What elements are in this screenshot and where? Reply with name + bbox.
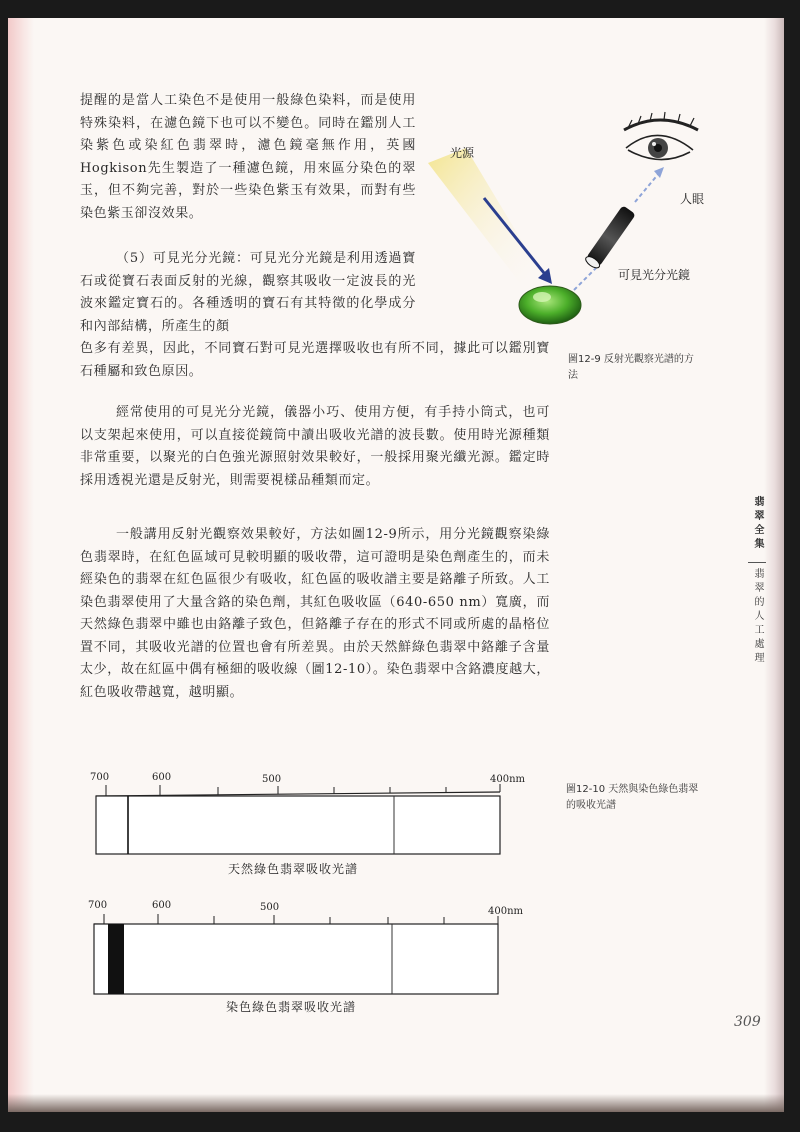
spectroscope-tube (584, 205, 636, 270)
paragraph-dye-filter: 提醒的是當人工染色不是使用一般綠色染料，而是使用特殊染料，在濾色鏡下也可以不變色。同時在鑑別人工染紫色或染紅色翡翠時，濾色鏡毫無作用，英國Hogkison先生製造了一種濾色鏡，用來區分染色的翠玉，但不夠完善，對於一些染色紫玉有效果，而對有些染色紫玉卻沒效果。 (80, 93, 416, 221)
caption-figure-12-9: 圖12-9 反射光觀察光譜的方法 (568, 354, 694, 381)
spectrum-dyed-frame (88, 900, 528, 996)
light-beam (428, 148, 538, 283)
side-tab-chapter: 翡翠的人工處理 (752, 568, 763, 666)
tick-label-700-dyed: 700 (88, 900, 108, 911)
dyed-absorption-band (108, 924, 124, 994)
label-spectroscope: 可見光分光鏡 (618, 268, 691, 282)
side-tab (748, 496, 768, 676)
tick-label-700: 700 (90, 772, 110, 783)
tick-label-400nm-dyed: 400nm (488, 906, 524, 917)
page-number: 309 (734, 1014, 761, 1030)
page-bottom-shadow (8, 1094, 784, 1112)
title-dyed-spectrum: 染色綠色翡翠吸收光譜 (226, 1000, 357, 1014)
tick-label-500: 500 (262, 774, 282, 785)
tick-label-500-dyed: 500 (260, 902, 280, 913)
paragraph-spectroscope-intro: （5）可見光分光鏡：可見光分光鏡是利用透過寶石或從寶石表面反射的光線，觀察其吸收一定波長的光波來鑑定寶石的。各種透明的寶石有其特徵的化學成分和內部結構，所產生的顏 (80, 251, 416, 334)
book-page (8, 18, 784, 1112)
paragraph-reflected-light: 一般講用反射光觀察效果較好，方法如圖12-9所示，用分光鏡觀察染綠色翡翠時，在紅色區域可見較明顯的吸收帶，這可證明是染色劑產生的，而未經染色的翡翠在紅色區很少有吸收，紅色區的吸收譜主要是鉻離子所致。人工染色翡翠使用了大量含鉻的染色劑，其紅色吸收區（640-650 nm）寬廣，而天然綠色翡翠中雖也由鉻離子致色，但鉻離子存在的形式不同或所處的晶格位置不同，其吸收光譜的位置也會有所差異。由於天然鮮綠色翡翠中鉻離子含量太少，故在紅區中偶有極細的吸收線（圖12-10）。染色翡翠中含鉻濃度越大，紅色吸收帶越寬，越明顯。 (80, 527, 550, 700)
tick-label-600: 600 (152, 772, 172, 783)
figure-12-9 (428, 108, 728, 358)
eye-arrow (635, 172, 660, 202)
tick-label-400nm: 400nm (490, 774, 526, 785)
paragraph-spectroscope-usage: 經常使用的可見光分光鏡，儀器小巧、使用方便，有手持小筒式，也可以支架起來使用，可以直接從鏡筒中讀出吸收光譜的波長數。使用時光源種類非常重要，以聚光的白色強光源照射效果較好，一般採用聚光纖光源。鑑定時採用透視光還是反射光，則需要視樣品種類而定。 (80, 405, 550, 488)
spectrum-natural (88, 772, 538, 882)
spectrum-dyed (88, 900, 538, 1014)
caption-figure-12-10: 圖12-10 天然與染色綠色翡翠的吸收光譜 (566, 784, 699, 811)
jade-gem (519, 286, 581, 324)
paragraph-spectroscope-continued: 色多有差異，因此，不同寶石對可見光選擇吸收也有所不同，據此可以鑑別寶石種屬和致色原因。 (80, 341, 550, 379)
label-light-source: 光源 (450, 146, 475, 160)
tick-label-600-dyed: 600 (152, 900, 172, 911)
spectrum-natural-frame (88, 772, 528, 856)
reflected-arrow (574, 268, 596, 290)
title-natural-spectrum: 天然綠色翡翠吸收光譜 (228, 862, 359, 876)
side-tab-divider (748, 562, 766, 563)
label-human-eye: 人眼 (680, 192, 705, 206)
page-gutter-shadow (8, 18, 34, 1112)
side-tab-series: 翡翠全集 (752, 496, 763, 552)
